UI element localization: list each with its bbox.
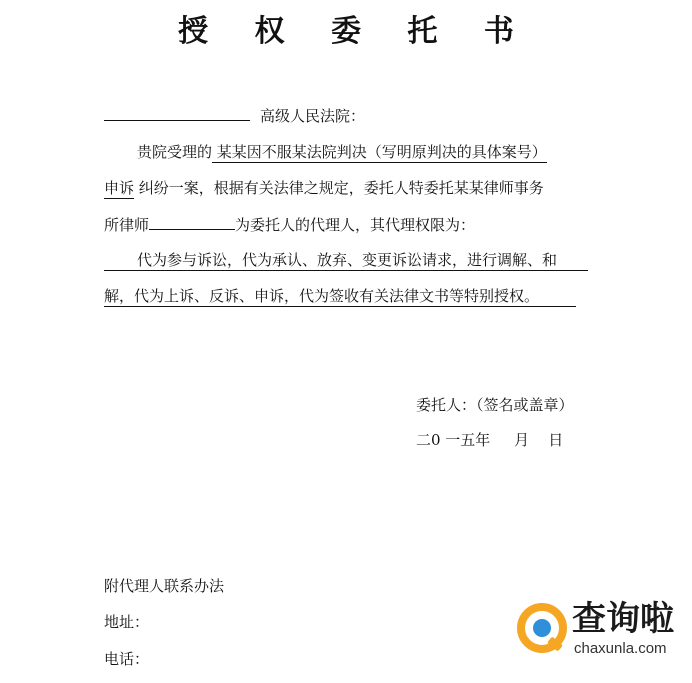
lawyer-suffix: 为委托人的代理人，其代理权限为： [235, 216, 476, 234]
power-underline-2 [104, 306, 576, 307]
watermark-brand: 查询啦 [572, 599, 674, 639]
body-line-2 [104, 177, 544, 199]
case-body-text: 纠纷一案，根据有关法律之规定，委托人特委托某某律师事务 [134, 179, 544, 197]
case-description-underlined: 某某因不服某法院判决（写明原判决的具体案号） [212, 143, 547, 161]
lawyer-name-blank [149, 212, 235, 230]
contact-heading: 附代理人联系办法 [104, 577, 225, 595]
court-suffix: 高级人民法院： [260, 107, 366, 125]
watermark-url: chaxunla.com [574, 640, 667, 657]
case-type-underlined: 申诉 [104, 179, 135, 197]
power-line-1: 代为参与诉讼，代为承认、放弃、变更诉讼请求，进行调解、和 [137, 251, 558, 269]
address-label: 地址： [104, 613, 150, 631]
lawyer-prefix: 所律师 [104, 216, 150, 234]
phone-label: 电话： [104, 650, 150, 668]
body-line-3 [104, 212, 475, 236]
case-intro-text: 贵院受理的 [137, 143, 213, 161]
power-underline-1 [104, 270, 588, 271]
power-line-2: 解，代为上诉、反诉、申诉，代为签收有关法律文书等特别授权。 [104, 287, 540, 305]
court-line [104, 103, 365, 127]
document-title: 授 权 委 托 书 [178, 14, 532, 49]
body-line-1 [137, 141, 547, 163]
search-logo-icon [514, 600, 570, 656]
date-line: 二0 一五年 月 日 [416, 431, 564, 449]
principal-signature-line: 委托人：（签名或盖章） [416, 396, 574, 414]
watermark [510, 598, 692, 668]
court-name-blank [104, 103, 250, 121]
